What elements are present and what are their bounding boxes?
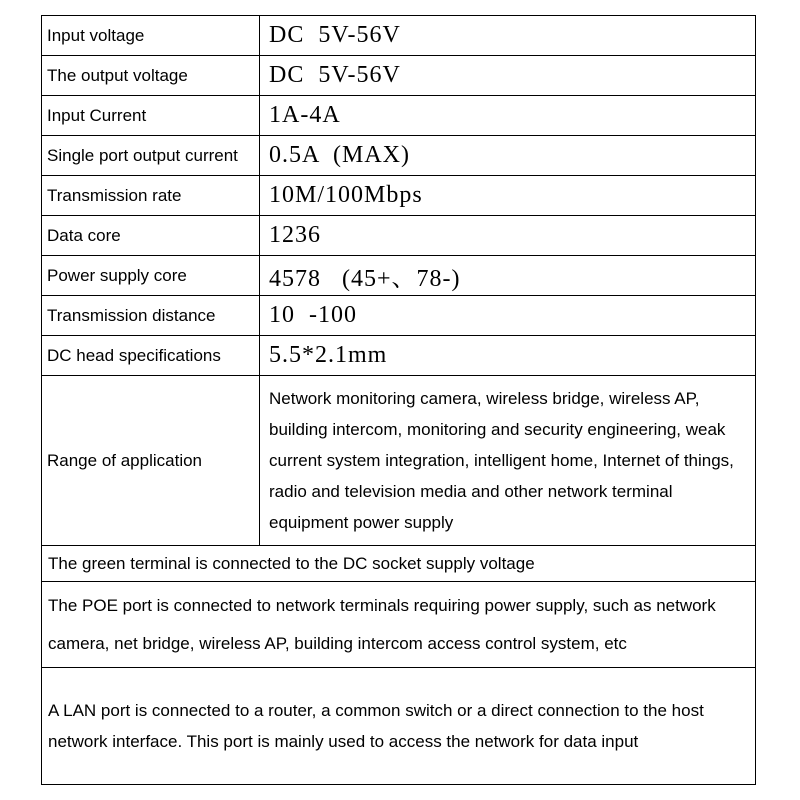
spec-label: Transmission distance [42,296,260,335]
spec-row-power-supply-core [42,256,755,296]
note-green-terminal: The green terminal is connected to the DC socket supply voltage [48,553,535,573]
spec-value: DC 5V-56V [269,22,401,48]
spec-row-dc-head [42,336,755,376]
note-poe-port: The POE port is connected to network terminals requiring power supply, such as network camera, net bridge, wireless AP, building intercom access control system, etc [48,595,716,653]
spec-label: Input voltage [42,16,260,55]
spec-value: 10M/100Mbps [269,182,423,208]
spec-value: 1A-4A [269,102,341,128]
spec-label: Single port output current [42,136,260,175]
spec-value: 0.5A (MAX) [269,142,410,168]
application-text: Network monitoring camera, wireless bridge, wireless AP, building intercom, monitoring and security engineering, weak current system integration, intelligent home, Internet of things, radio and television media and other network terminal equipment power supply [269,389,734,532]
spec-value: 10 -100 [269,302,357,328]
spec-row-output-voltage [42,56,755,96]
spec-row-input-current [42,96,755,136]
spec-value: 1236 [269,222,321,248]
spec-value: 4578 (45+、78-) [269,266,461,292]
spec-row-application [42,376,755,546]
spec-label: Data core [42,216,260,255]
spec-label: DC head specifications [42,336,260,375]
spec-table [41,15,756,785]
spec-row-port-output-current [42,136,755,176]
spec-label: Range of application [42,376,260,545]
spec-label: Transmission rate [42,176,260,215]
note-poe-port-row [42,582,755,668]
spec-value: DC 5V-56V [269,62,401,88]
spec-label: Input Current [42,96,260,135]
spec-label: The output voltage [42,56,260,95]
spec-row-transmission-distance [42,296,755,336]
spec-label: Power supply core [42,256,260,295]
note-green-terminal-row [42,546,755,582]
spec-value: 5.5*2.1mm [269,342,388,368]
spec-row-data-core [42,216,755,256]
spec-row-input-voltage [42,16,755,56]
spec-row-transmission-rate [42,176,755,216]
note-lan-port: A LAN port is connected to a router, a common switch or a direct connection to the host network interface. This port is mainly used to access the network for data input [48,701,704,751]
note-lan-port-row [42,668,755,784]
